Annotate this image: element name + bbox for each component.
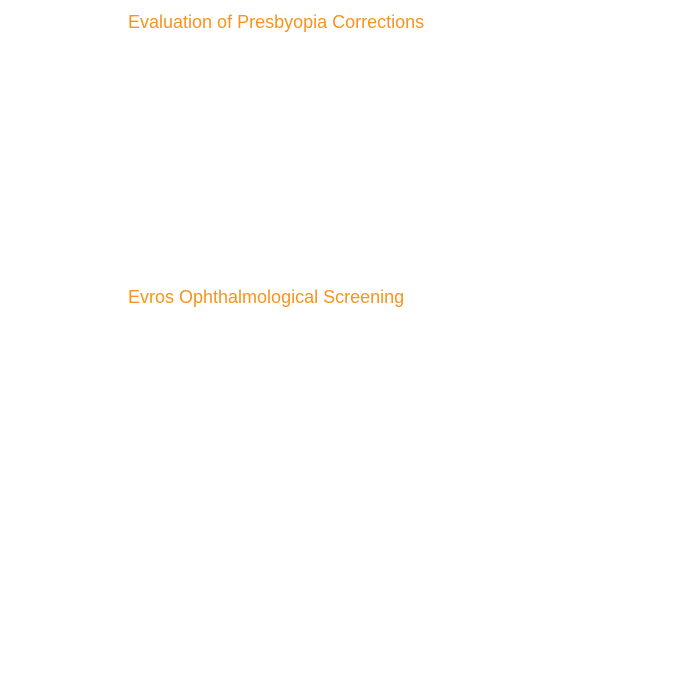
study-link-evros-screening[interactable]: Evros Ophthalmological Screening	[128, 287, 405, 307]
study-link-presbyopia-corrections[interactable]: Evaluation of Presbyopia Corrections	[128, 12, 425, 32]
